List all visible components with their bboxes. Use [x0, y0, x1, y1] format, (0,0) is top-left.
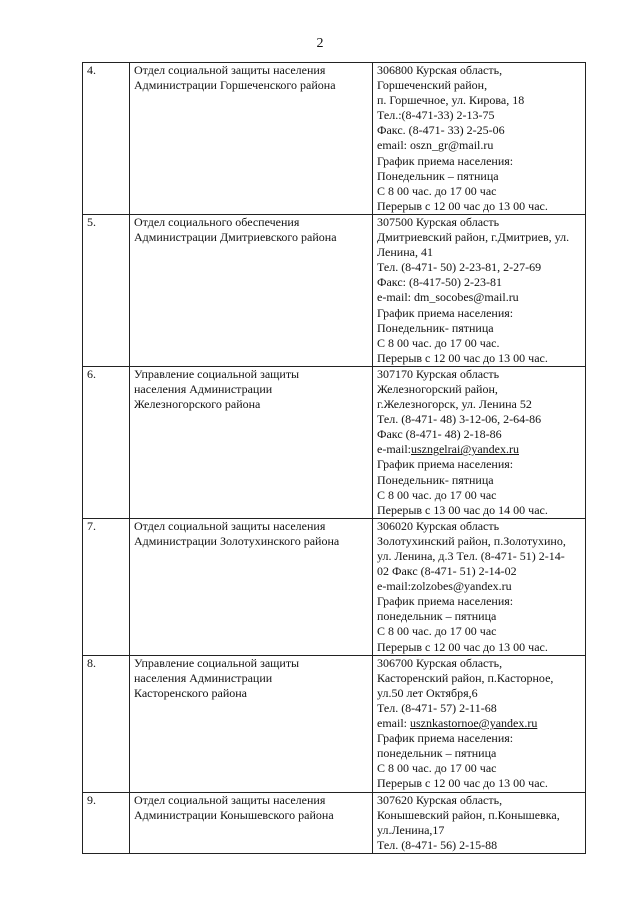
contact-line [377, 367, 582, 382]
organization-name-line: Администрации Золотухинского района [134, 533, 340, 548]
contact-line [377, 260, 582, 275]
contact-text: e-mail: [377, 442, 411, 457]
organization-name-line: Отдел социальной защиты населения [134, 792, 326, 807]
contact-text: С 8 00 час. до 17 00 час [377, 487, 497, 502]
organization-name-line: Администрации Горшеченского района [134, 78, 336, 93]
contact-line [377, 412, 582, 427]
contact-line [377, 169, 582, 184]
contact-line [377, 776, 582, 791]
organization-name [130, 366, 373, 518]
contact-line [377, 123, 582, 138]
contact-text: С 8 00 час. до 17 00 час [377, 761, 497, 776]
row-number: 9. [83, 792, 130, 853]
contact-line [377, 275, 582, 290]
contact-text: Тел. (8-471- 50) 2-23-81, 2-27-69 [377, 260, 542, 275]
contact-line [377, 731, 582, 746]
contact-text: Факс: (8-417-50) 2-23-81 [377, 275, 502, 290]
contact-text: Факс (8-471- 48) 2-18-86 [377, 427, 502, 442]
contact-line [377, 609, 582, 624]
contact-line [377, 457, 582, 472]
contact-line [377, 488, 582, 503]
contact-text: С 8 00 час. до 17 00 час [377, 624, 497, 639]
contact-line [377, 336, 582, 351]
contact-line [377, 63, 582, 78]
contact-text: Перерыв с 13 00 час до 14 00 час. [377, 502, 548, 517]
organization-name [130, 655, 373, 792]
contact-text: Тел. (8-471- 56) 2-15-88 [377, 837, 498, 852]
contact-text: Перерыв с 12 00 час до 13 00 час. [377, 198, 548, 213]
contact-text: Дмитриевский район, г.Дмитриев, ул. [377, 230, 570, 245]
organization-name-line: Администрации Дмитриевского района [134, 230, 337, 245]
contact-line [377, 594, 582, 609]
contact-details [373, 63, 586, 215]
contact-line [377, 640, 582, 655]
contact-text: График приема населения: [377, 305, 514, 320]
contact-text: п. Горшечное, ул. Кирова, 18 [377, 93, 525, 108]
contact-line [377, 579, 582, 594]
contact-line [377, 427, 582, 442]
contact-text: 306020 Курская область [377, 518, 500, 533]
contact-line [377, 93, 582, 108]
table-row [83, 214, 586, 366]
page-number: 2 [316, 36, 324, 51]
contact-line [377, 78, 582, 93]
organization-name-line: Касторенского района [134, 685, 247, 700]
contact-line [377, 519, 582, 534]
email-link[interactable]: usznkastornoe@yandex.ru [410, 716, 538, 731]
contact-details [373, 214, 586, 366]
contact-text: Касторенский район, п.Касторное, [377, 670, 554, 685]
contact-line [377, 397, 582, 412]
contact-line [377, 382, 582, 397]
organization-name-line: Администрации Конышевского района [134, 807, 334, 822]
contact-text: e-mail:zolzobes@yandex.ru [377, 579, 512, 594]
organization-name [130, 63, 373, 215]
contact-text: email: oszn_gr@mail.ru [377, 138, 494, 153]
contact-text: Золотухинский район, п.Золотухино, [377, 533, 566, 548]
contact-line [377, 442, 582, 457]
contact-text: Перерыв с 12 00 час до 13 00 час. [377, 350, 548, 365]
organization-name-line: населения Администрации [134, 381, 273, 396]
contact-line [377, 701, 582, 716]
contact-line [377, 245, 582, 260]
contact-line [377, 473, 582, 488]
row-number: 8. [83, 655, 130, 792]
contact-text: С 8 00 час. до 17 00 час. [377, 335, 500, 350]
contact-details [373, 366, 586, 518]
organization-name-line: Отдел социальной защиты населения [134, 63, 326, 77]
contact-text: Горшеченский район, [377, 78, 488, 93]
contact-text: ул.Ленина,17 [377, 822, 445, 837]
contact-line [377, 351, 582, 366]
contact-text: Тел.:(8-471-33) 2-13-75 [377, 108, 495, 123]
organization-name-line: Управление социальной защиты [134, 655, 300, 670]
contact-text: Перерыв с 12 00 час до 13 00 час. [377, 776, 548, 791]
row-number: 5. [83, 214, 130, 366]
contact-line [377, 108, 582, 123]
contact-line [377, 503, 582, 518]
contact-line [377, 671, 582, 686]
contact-text: Тел. (8-471- 57) 2-11-68 [377, 700, 497, 715]
contact-text: 306700 Курская область, [377, 655, 503, 670]
contact-line [377, 138, 582, 153]
contact-text: Тел. (8-471- 48) 3-12-06, 2-64-86 [377, 412, 542, 427]
contact-text: email: [377, 716, 410, 731]
table-row [83, 518, 586, 655]
contact-text: 307620 Курская область, [377, 792, 503, 807]
offices-table [82, 62, 586, 854]
contact-text: Перерыв с 12 00 час до 13 00 час. [377, 639, 548, 654]
contact-details [373, 792, 586, 853]
contact-text: График приема населения: [377, 731, 514, 746]
table-row [83, 366, 586, 518]
row-number: 6. [83, 366, 130, 518]
row-number: 7. [83, 518, 130, 655]
contact-text: Факс. (8-471- 33) 2-25-06 [377, 123, 505, 138]
contact-text: 307500 Курская область [377, 214, 500, 229]
contact-line [377, 686, 582, 701]
organization-name-line: Отдел социальной защиты населения [134, 518, 326, 533]
contact-line [377, 564, 582, 579]
contact-text: 306800 Курская область, [377, 63, 503, 77]
contact-text: понедельник – пятница [377, 609, 497, 624]
contact-line [377, 761, 582, 776]
offices-table-body [83, 63, 586, 854]
contact-line [377, 656, 582, 671]
contact-line [377, 321, 582, 336]
table-row [83, 655, 586, 792]
contact-details [373, 518, 586, 655]
row-number: 4. [83, 63, 130, 215]
contact-text: Конышевский район, п.Конышевка, [377, 807, 560, 822]
contact-line [377, 746, 582, 761]
contact-text: График приема населения: [377, 457, 514, 472]
contact-text: График приема населения: [377, 594, 514, 609]
contact-line [377, 808, 582, 823]
contact-line [377, 793, 582, 808]
contact-line [377, 199, 582, 214]
contact-details [373, 655, 586, 792]
contact-text: понедельник – пятница [377, 746, 497, 761]
contact-text: 02 Факс (8-471- 51) 2-14-02 [377, 564, 517, 579]
contact-text: Понедельник- пятница [377, 472, 494, 487]
organization-name-line: Управление социальной защиты [134, 366, 300, 381]
contact-text: Железногорский район, [377, 381, 498, 396]
contact-line [377, 154, 582, 169]
organization-name-line: Отдел социального обеспечения [134, 214, 300, 229]
organization-name [130, 518, 373, 655]
organization-name [130, 214, 373, 366]
organization-name-line: Железногорского района [134, 397, 261, 412]
contact-line [377, 624, 582, 639]
contact-text: г.Железногорск, ул. Ленина 52 [377, 397, 532, 412]
email-link[interactable]: uszngelrai@yandex.ru [410, 442, 519, 457]
organization-name-line: населения Администрации [134, 670, 273, 685]
contact-line [377, 184, 582, 199]
contact-text: 307170 Курская область [377, 366, 500, 381]
contact-text: Понедельник – пятница [377, 168, 499, 183]
contact-line [377, 823, 582, 838]
contact-text: ул. Ленина, д.3 Тел. (8-471- 51) 2-14- [377, 549, 565, 563]
contact-text: Понедельник- пятница [377, 320, 494, 335]
contact-text: ул.50 лет Октября,6 [377, 685, 478, 700]
table-row [83, 792, 586, 853]
contact-line [377, 549, 582, 564]
contact-line [377, 534, 582, 549]
contact-text: e-mail: dm_socobes@mail.ru [377, 290, 519, 305]
contact-line [377, 215, 582, 230]
contact-line [377, 306, 582, 321]
table-row [83, 63, 586, 215]
contact-line [377, 716, 582, 731]
contact-line [377, 230, 582, 245]
contact-text: Ленина, 41 [377, 245, 433, 260]
contact-line [377, 290, 582, 305]
organization-name [130, 792, 373, 853]
contact-line [377, 838, 582, 853]
contact-text: С 8 00 час. до 17 00 час [377, 183, 497, 198]
contact-text: График приема населения: [377, 153, 514, 168]
